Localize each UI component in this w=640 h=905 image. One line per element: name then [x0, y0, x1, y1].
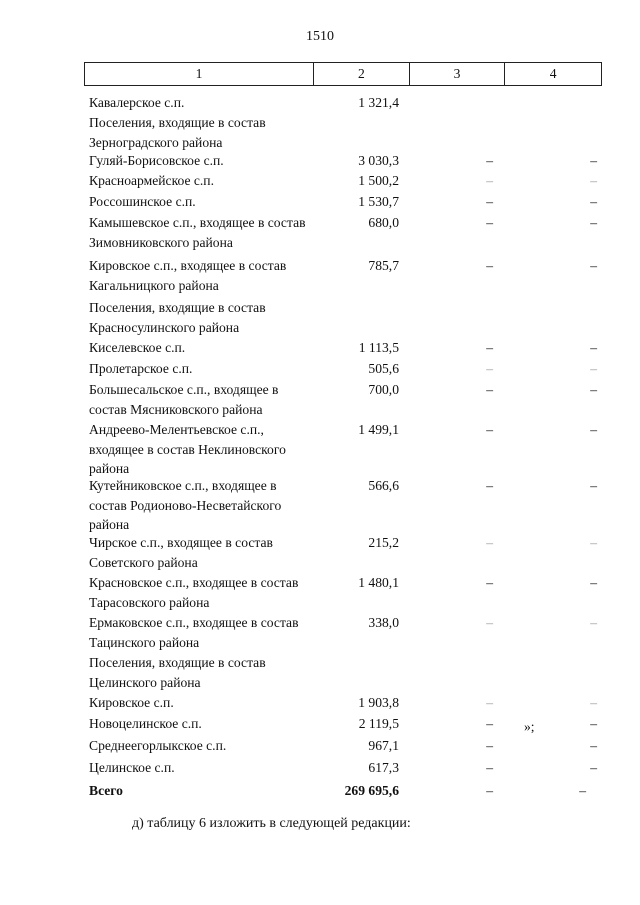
row-name: Кавалерское с.п.: [89, 95, 185, 110]
row-value: 505,6: [368, 361, 399, 376]
footer-instruction: д) таблицу 6 изложить в следующей редакции:: [132, 816, 411, 831]
row-name: Новоцелинское с.п.: [89, 716, 202, 731]
row-col-3: –: [486, 153, 493, 168]
table-row: [84, 213, 602, 252]
row-name: Красноармейское с.п.: [89, 173, 214, 188]
total-col-4: –: [579, 783, 586, 798]
table-row: [84, 653, 602, 692]
row-col-3: –: [486, 258, 493, 273]
table-row: [84, 736, 602, 756]
table-row: [84, 359, 602, 379]
row-col-3: –: [486, 695, 493, 710]
row-col-4: –: [590, 422, 597, 437]
row-col-3: –: [486, 382, 493, 397]
row-col-4: –: [590, 361, 597, 376]
row-name: Пролетарское с.п.: [89, 361, 193, 376]
table-row: [84, 298, 602, 337]
row-col-4: –: [590, 478, 597, 493]
row-col-3: –: [486, 340, 493, 355]
row-col-4: [505, 298, 602, 337]
table-row: [84, 380, 602, 419]
row-value: 215,2: [368, 535, 399, 550]
row-col-4: –: [590, 695, 597, 710]
row-value: [313, 653, 409, 692]
row-col-3: [409, 93, 505, 113]
row-value: 1 500,2: [358, 173, 399, 188]
row-col-3: [409, 113, 505, 152]
row-name: Кутейниковское с.п., входящее в состав Родионово-Несветайского района: [89, 478, 282, 533]
total-value: 269 695,6: [344, 783, 399, 798]
row-col-4: –: [590, 615, 597, 630]
row-col-3: –: [486, 173, 493, 188]
table-row: [84, 113, 602, 152]
row-name: Гуляй-Борисовское с.п.: [89, 153, 224, 168]
row-name: Целинское с.п.: [89, 760, 175, 775]
row-col-3: –: [486, 361, 493, 376]
row-name: Ермаковское с.п., входящее в состав Тацинского района: [89, 615, 299, 650]
row-col-4: –: [590, 716, 597, 731]
row-col-3: [409, 298, 505, 337]
table-row: [84, 533, 602, 572]
table-row: [84, 573, 602, 612]
row-col-4: [505, 653, 602, 692]
row-col-4: –: [590, 575, 597, 590]
row-value: 967,1: [368, 738, 399, 753]
row-value: 566,6: [368, 478, 399, 493]
total-row: [84, 781, 602, 801]
header-col-1: 1: [195, 66, 203, 81]
row-col-3: –: [486, 535, 493, 550]
table-header: [84, 62, 602, 86]
row-value: 1 530,7: [358, 194, 399, 209]
row-value: 338,0: [368, 615, 399, 630]
closing-mark: »;: [524, 719, 535, 734]
row-value: [313, 113, 409, 152]
table-row: [84, 256, 602, 295]
table-row: [84, 420, 602, 479]
table-row: [84, 476, 602, 535]
row-col-3: –: [486, 738, 493, 753]
row-col-4: –: [590, 340, 597, 355]
row-col-4: –: [590, 535, 597, 550]
row-value: 1 113,5: [358, 340, 399, 355]
row-name: Кировское с.п.: [89, 695, 174, 710]
row-col-4: [505, 113, 602, 152]
row-col-3: –: [486, 716, 493, 731]
row-col-3: –: [486, 478, 493, 493]
row-name: Поселения, входящие в состав Зерноградского района: [89, 115, 266, 150]
table-row: [84, 151, 602, 171]
header-col-3: 3: [409, 63, 505, 85]
row-value: 1 480,1: [358, 575, 399, 590]
table-row: [84, 171, 602, 191]
row-col-4: –: [590, 738, 597, 753]
page-number: 1510: [306, 29, 334, 44]
row-col-4: –: [590, 153, 597, 168]
row-value: [313, 298, 409, 337]
row-name: Среднеегорлыкское с.п.: [89, 738, 227, 753]
row-col-4: –: [590, 215, 597, 230]
row-name: Россошинское с.п.: [89, 194, 196, 209]
row-name: Киселевское с.п.: [89, 340, 186, 355]
row-col-3: –: [486, 575, 493, 590]
row-value: 1 903,8: [358, 695, 399, 710]
row-col-4: –: [590, 173, 597, 188]
table-row: [84, 192, 602, 212]
row-col-4: –: [590, 760, 597, 775]
allocation-table: [84, 62, 602, 798]
row-value: 3 030,3: [358, 153, 399, 168]
row-col-4: –: [590, 258, 597, 273]
row-name: Большесальское с.п., входящее в состав Мясниковского района: [89, 382, 279, 417]
row-col-3: –: [486, 215, 493, 230]
row-name: Поселения, входящие в состав Красносулинского района: [89, 300, 266, 335]
row-value: 1 499,1: [358, 422, 399, 437]
row-value: 785,7: [368, 258, 399, 273]
row-value: 700,0: [368, 382, 399, 397]
row-col-4: –: [590, 194, 597, 209]
row-name: Кировское с.п., входящее в состав Кагальницкого района: [89, 258, 287, 293]
row-col-3: –: [486, 615, 493, 630]
table-row: [84, 758, 602, 778]
row-col-3: –: [486, 760, 493, 775]
row-col-4: –: [590, 382, 597, 397]
header-col-4: 4: [504, 63, 601, 85]
row-col-4: [505, 93, 602, 113]
row-col-3: [409, 653, 505, 692]
table-row: [84, 613, 602, 652]
table-row: [84, 693, 602, 713]
row-name: Чирское с.п., входящее в состав Советского района: [89, 535, 273, 570]
table-row: [84, 338, 602, 358]
total-label: Всего: [89, 783, 123, 798]
table-row: [84, 93, 602, 113]
row-name: Поселения, входящие в состав Целинского района: [89, 655, 266, 690]
row-name: Андреево-Мелентьевское с.п., входящее в состав Неклиновского района: [89, 422, 286, 477]
row-col-3: –: [486, 422, 493, 437]
row-name: Красновское с.п., входящее в состав Тарасовского района: [89, 575, 299, 610]
row-value: 680,0: [368, 215, 399, 230]
row-value: 617,3: [368, 760, 399, 775]
row-col-3: –: [486, 194, 493, 209]
row-name: Камышевское с.п., входящее в состав Зимовниковского района: [89, 215, 306, 250]
header-col-2: 2: [313, 63, 409, 85]
row-value: 2 119,5: [358, 716, 399, 731]
row-value: 1 321,4: [358, 95, 399, 110]
total-col-3: –: [486, 783, 493, 798]
